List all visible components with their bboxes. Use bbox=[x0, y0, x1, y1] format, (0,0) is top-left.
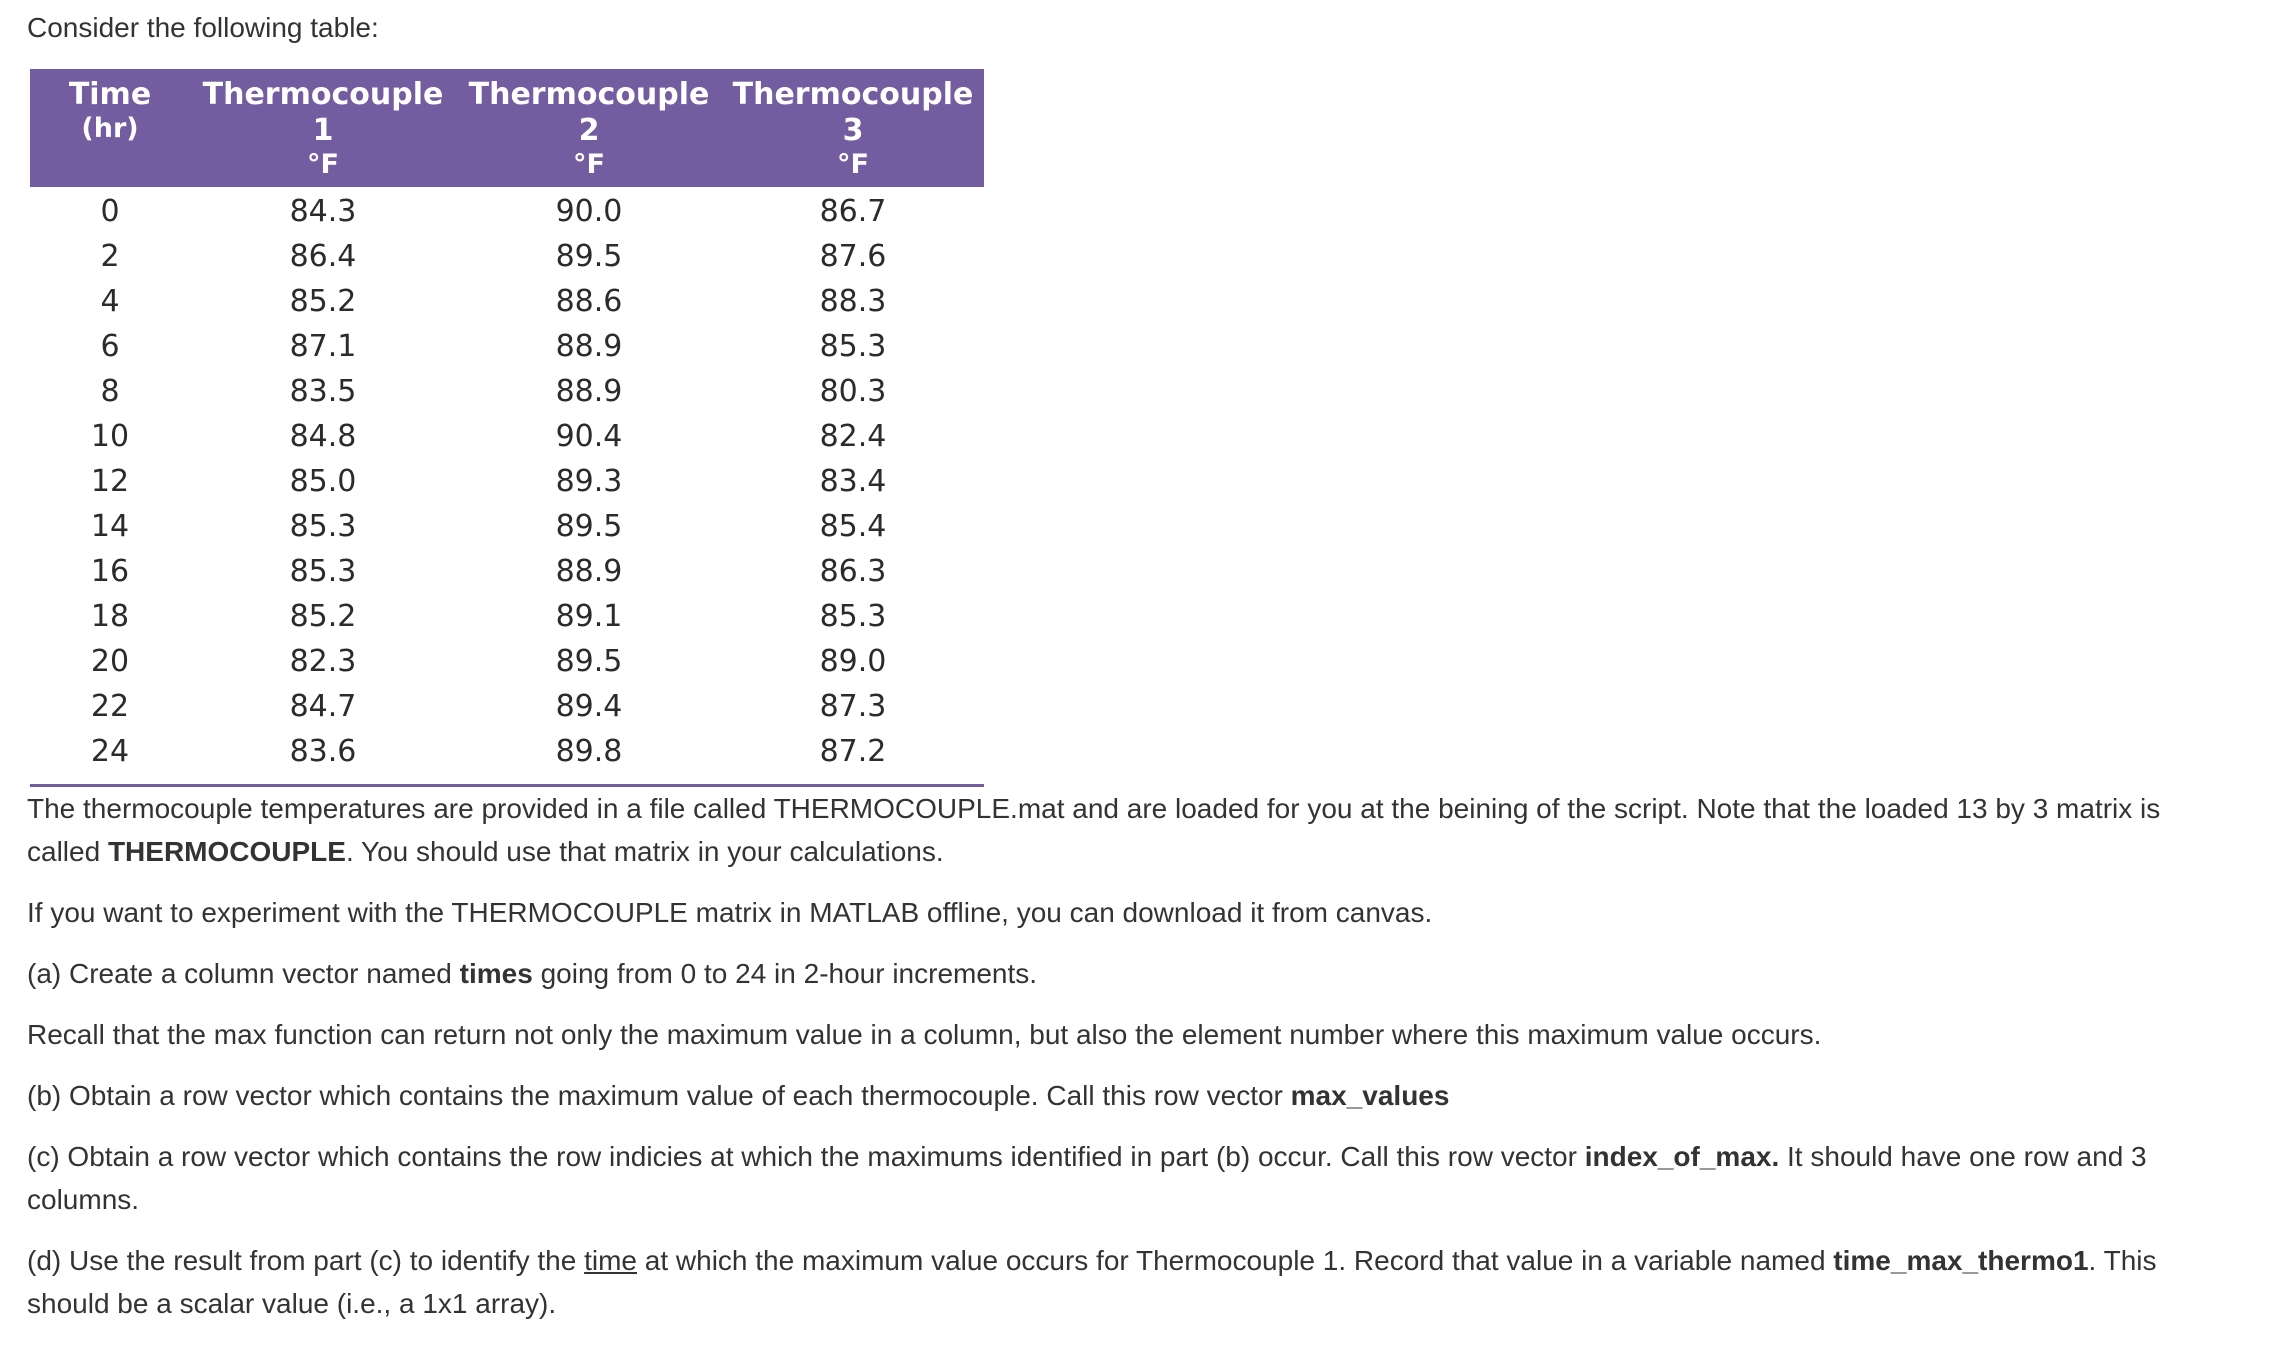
cell-thermocouple-1: 85.2 bbox=[289, 284, 357, 319]
cell-thermocouple-2: 89.3 bbox=[555, 464, 623, 499]
cell-thermocouple-2: 88.6 bbox=[555, 284, 623, 319]
paragraph-part-c bbox=[27, 1135, 2227, 1221]
header-title: Thermocouple 3 bbox=[732, 77, 974, 148]
intro-text: Consider the following table: bbox=[27, 12, 379, 43]
underlined-time: time bbox=[584, 1245, 637, 1276]
cell-thermocouple-1: 85.3 bbox=[289, 554, 357, 589]
cell-thermocouple-2: 89.5 bbox=[555, 644, 623, 679]
paragraph-file-info bbox=[27, 787, 2227, 873]
instructions bbox=[27, 787, 2227, 1343]
table-row bbox=[30, 549, 984, 594]
cell-time: 22 bbox=[90, 689, 130, 724]
cell-thermocouple-1: 84.7 bbox=[289, 689, 357, 724]
text-span: (c) Obtain a row vector which contains the row indicies at which the maximums identified in part (b) occur. Call this row vector bbox=[27, 1141, 1585, 1172]
text-span: (d) Use the result from part (c) to identify the bbox=[27, 1245, 585, 1276]
cell-thermocouple-2: 89.8 bbox=[555, 734, 623, 769]
text-span: . You should use that matrix in your calculations. bbox=[345, 836, 944, 867]
cell-thermocouple-2: 89.4 bbox=[555, 689, 623, 724]
cell-thermocouple-2: 90.0 bbox=[555, 194, 623, 229]
bold-time-max-thermo1: time_max_thermo1 bbox=[1833, 1245, 2089, 1276]
cell-thermocouple-1: 82.3 bbox=[289, 644, 357, 679]
text-span: (b) Obtain a row vector which contains the maximum value of each thermocouple. Call this row vector bbox=[27, 1080, 1291, 1111]
paragraph-part-d bbox=[27, 1239, 2227, 1325]
cell-time: 2 bbox=[100, 239, 120, 274]
header-unit: °F bbox=[573, 149, 605, 180]
bold-matrix-name: THERMOCOUPLE bbox=[107, 836, 346, 867]
cell-thermocouple-2: 88.9 bbox=[555, 554, 623, 589]
cell-thermocouple-3: 88.3 bbox=[819, 284, 887, 319]
cell-time: 12 bbox=[90, 464, 130, 499]
table-row bbox=[30, 279, 984, 324]
table-body bbox=[30, 187, 984, 774]
header-thermocouple-3 bbox=[722, 69, 984, 187]
cell-thermocouple-2: 89.5 bbox=[555, 509, 623, 544]
cell-thermocouple-3: 89.0 bbox=[819, 644, 887, 679]
table-row bbox=[30, 234, 984, 279]
cell-thermocouple-2: 88.9 bbox=[555, 374, 623, 409]
cell-thermocouple-2: 89.1 bbox=[555, 599, 623, 634]
cell-thermocouple-3: 87.6 bbox=[819, 239, 887, 274]
cell-time: 18 bbox=[90, 599, 130, 634]
table-row bbox=[30, 369, 984, 414]
cell-thermocouple-3: 87.3 bbox=[819, 689, 887, 724]
cell-thermocouple-3: 82.4 bbox=[819, 419, 887, 454]
header-time bbox=[30, 69, 190, 187]
text-span: going from 0 to 24 in 2-hour increments. bbox=[532, 958, 1038, 989]
cell-time: 6 bbox=[100, 329, 120, 364]
bold-max-values: max_values bbox=[1290, 1080, 1450, 1111]
paragraph-part-b bbox=[27, 1074, 2227, 1117]
thermocouple-table-container bbox=[30, 69, 984, 787]
cell-time: 8 bbox=[100, 374, 120, 409]
cell-time: 24 bbox=[90, 734, 130, 769]
cell-thermocouple-3: 83.4 bbox=[819, 464, 887, 499]
table-row bbox=[30, 594, 984, 639]
table-row bbox=[30, 729, 984, 774]
cell-thermocouple-3: 85.3 bbox=[819, 329, 887, 364]
cell-thermocouple-2: 89.5 bbox=[555, 239, 623, 274]
text-span: at which the maximum value occurs for Thermocouple 1. Record that value in a variable named bbox=[637, 1245, 1834, 1276]
cell-time: 4 bbox=[100, 284, 120, 319]
table-row bbox=[30, 187, 984, 234]
table-header-row bbox=[30, 69, 984, 187]
cell-time: 10 bbox=[90, 419, 130, 454]
cell-thermocouple-3: 85.3 bbox=[819, 599, 887, 634]
table-row bbox=[30, 639, 984, 684]
cell-thermocouple-2: 88.9 bbox=[555, 329, 623, 364]
cell-thermocouple-3: 86.7 bbox=[819, 194, 887, 229]
header-title: Thermocouple 1 bbox=[202, 77, 444, 148]
cell-thermocouple-1: 83.5 bbox=[289, 374, 357, 409]
cell-thermocouple-1: 83.6 bbox=[289, 734, 357, 769]
page-content bbox=[27, 0, 2237, 48]
cell-time: 14 bbox=[90, 509, 130, 544]
paragraph-part-a bbox=[27, 952, 2227, 995]
cell-thermocouple-1: 84.3 bbox=[289, 194, 357, 229]
table-row bbox=[30, 414, 984, 459]
header-thermocouple-1 bbox=[190, 69, 456, 187]
bold-index-of-max: index_of_max. bbox=[1584, 1141, 1780, 1172]
header-title: Time bbox=[68, 77, 152, 112]
header-unit: (hr) bbox=[81, 113, 139, 144]
cell-thermocouple-2: 90.4 bbox=[555, 419, 623, 454]
table-row bbox=[30, 684, 984, 729]
paragraph-offline: If you want to experiment with the THERMOCOUPLE matrix in MATLAB offline, you can download it from canvas. bbox=[27, 897, 1433, 928]
cell-time: 20 bbox=[90, 644, 130, 679]
text-span: . This should be a scalar value (i.e., a 1x1 array). bbox=[27, 1245, 2157, 1319]
cell-thermocouple-1: 84.8 bbox=[289, 419, 357, 454]
header-thermocouple-2 bbox=[456, 69, 722, 187]
table-row bbox=[30, 459, 984, 504]
thermocouple-table bbox=[30, 69, 984, 774]
cell-thermocouple-3: 80.3 bbox=[819, 374, 887, 409]
header-title: Thermocouple 2 bbox=[468, 77, 710, 148]
cell-time: 16 bbox=[90, 554, 130, 589]
cell-thermocouple-3: 86.3 bbox=[819, 554, 887, 589]
bold-times: times bbox=[459, 958, 533, 989]
text-span: The thermocouple temperatures are provided in a file called THERMOCOUPLE.mat and are loaded for you at the beining of the script. Note that the loaded 13 by 3 matrix is called bbox=[27, 793, 2161, 867]
cell-time: 0 bbox=[100, 194, 120, 229]
text-span: It should have one row and 3 columns. bbox=[27, 1141, 2147, 1215]
header-unit: °F bbox=[837, 149, 869, 180]
cell-thermocouple-1: 85.0 bbox=[289, 464, 357, 499]
cell-thermocouple-3: 87.2 bbox=[819, 734, 887, 769]
cell-thermocouple-3: 85.4 bbox=[819, 509, 887, 544]
cell-thermocouple-1: 87.1 bbox=[289, 329, 357, 364]
table-row bbox=[30, 324, 984, 369]
cell-thermocouple-1: 86.4 bbox=[289, 239, 357, 274]
text-span: (a) Create a column vector named bbox=[27, 958, 460, 989]
cell-thermocouple-1: 85.3 bbox=[289, 509, 357, 544]
paragraph-recall: Recall that the max function can return not only the maximum value in a column, but also the element number where this maximum value occurs. bbox=[27, 1019, 1822, 1050]
header-unit: °F bbox=[307, 149, 339, 180]
table-row bbox=[30, 504, 984, 549]
cell-thermocouple-1: 85.2 bbox=[289, 599, 357, 634]
